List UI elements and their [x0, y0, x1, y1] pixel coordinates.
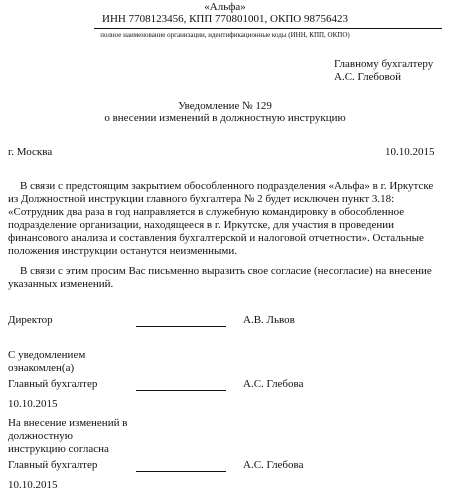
- accountant-role-1: Главный бухгалтер: [8, 378, 98, 390]
- organization-name: «Альфа»: [204, 1, 246, 13]
- body-paragraph-1-text: В связи с предстоящим закрытием обособленного подразделения «Альфа» в г. Иркутске из Должностной инструкции главного бухгалтера № 2 будет исключен пункт 3.18: «Сотрудник два раза в год направляется в служебную командировку в обособленное подразделение организации, находящееся в г. Иркутске, для участия в проведении финансового анализа и составления бухгалтерской и налоговой отчетности». Остальные положения инструкции останутся неизменными.: [8, 180, 434, 257]
- accountant-signature-line-1: [136, 390, 226, 391]
- director-role: Директор: [8, 314, 53, 326]
- body-paragraph-2: [8, 265, 440, 291]
- document-date: 10.10.2015: [385, 146, 435, 158]
- addressee-name: А.С. Глебовой: [334, 71, 402, 83]
- accountant-name-1: А.С. Глебова: [243, 378, 304, 390]
- body-paragraph-2-text: В связи с этим просим Вас письменно выразить свое согласие (несогласие) на внесение указанных изменений.: [8, 265, 432, 290]
- consent-label: На внесение изменений в должностную инструкцию согласна: [8, 417, 128, 455]
- acquaintance-date: 10.10.2015: [8, 398, 58, 410]
- acquainted-label: С уведомлением ознакомлен(а): [8, 349, 86, 374]
- accountant-role-2: Главный бухгалтер: [8, 459, 98, 471]
- organization-codes: ИНН 7708123456, КПП 770801001, ОКПО 98756423: [102, 13, 348, 25]
- consent-date: 10.10.2015: [8, 479, 58, 491]
- accountant-signature-line-2: [136, 471, 226, 472]
- document-subject: о внесении изменений в должностную инструкцию: [104, 112, 346, 124]
- body-paragraph-1: [8, 180, 440, 258]
- city: г. Москва: [8, 146, 53, 158]
- director-signature-line: [136, 326, 226, 327]
- document-title: Уведомление № 129: [178, 100, 272, 112]
- addressee-block: [334, 58, 433, 84]
- organization-caption: полное наименование организации, идентификационные коды (ИНН, КПП, ОКПО): [100, 31, 350, 39]
- director-name: А.В. Львов: [243, 314, 295, 326]
- organization-underline: [94, 28, 442, 29]
- addressee-position: Главному бухгалтеру: [334, 58, 434, 70]
- accountant-name-2: А.С. Глебова: [243, 459, 304, 471]
